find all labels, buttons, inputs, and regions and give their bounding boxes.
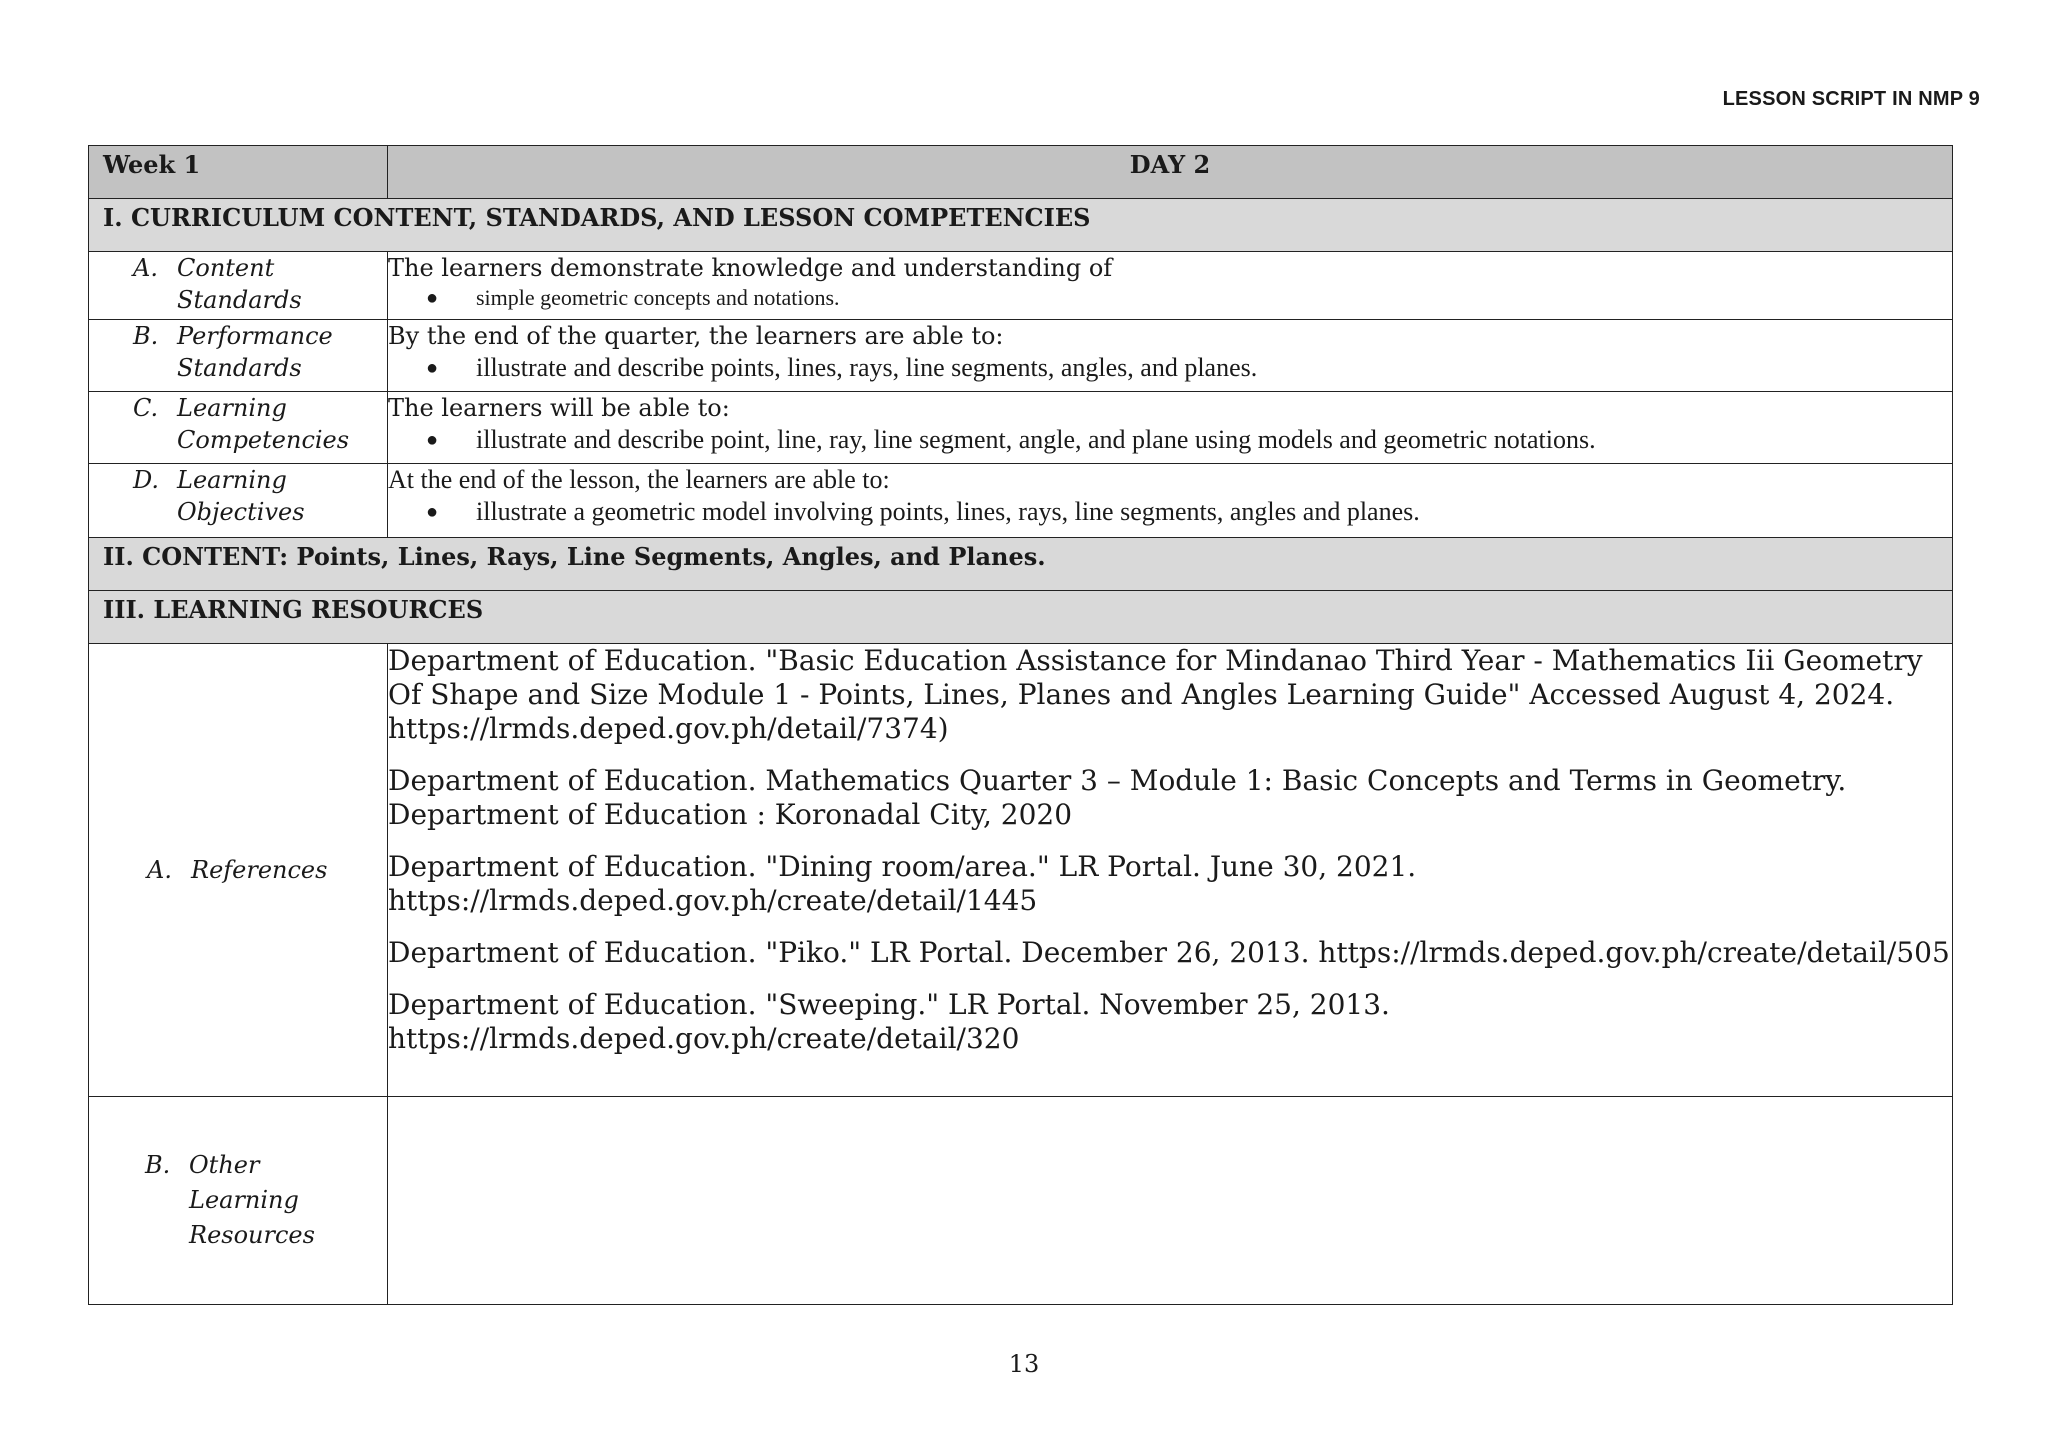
section-title-curriculum: I. CURRICULUM CONTENT, STANDARDS, AND LESSON COMPETENCIES: [103, 203, 1091, 232]
row-label-learning-competencies: C. Learning Competencies: [133, 394, 350, 454]
row-label-content-standards: A. Content Standards: [133, 254, 302, 314]
day-cell: [388, 146, 1953, 199]
bullet-icon: ●: [425, 501, 439, 523]
reference-item: Department of Education. Mathematics Quarter 3 – Module 1: Basic Concepts and Terms in Geometry. Department of Education : Koronadal City, 2020: [388, 764, 1847, 831]
row-label-references: A. References: [147, 856, 328, 884]
section-row: [89, 538, 1953, 591]
page-number: 13: [1008, 1350, 1040, 1378]
row-lead-text: By the end of the quarter, the learners are able to:: [388, 322, 1004, 350]
list-item: ● illustrate and describe points, lines, rays, line segments, angles, and planes.: [388, 352, 1952, 384]
references-list: [388, 644, 1953, 1097]
section-title-learning-resources: III. LEARNING RESOURCES: [103, 595, 484, 624]
table-row: [89, 644, 1953, 1097]
list-item: ● illustrate a geometric model involving points, lines, rays, line segments, angles and planes.: [388, 496, 1952, 528]
document-title: LESSON SCRIPT IN NMP 9: [1722, 88, 1980, 110]
table-row: [89, 320, 1953, 392]
row-lead-text: The learners demonstrate knowledge and understanding of: [388, 254, 1113, 282]
row-label-other-resources: B. Other Learning Resources: [145, 1151, 315, 1249]
row-label-learning-objectives: D. Learning Objectives: [133, 466, 305, 526]
reference-item: Department of Education. "Dining room/area." LR Portal. June 30, 2021. https://lrmds.deped.gov.ph/create/detail/1445: [388, 850, 1417, 917]
day-label: DAY 2: [1129, 150, 1211, 179]
table-row: [89, 464, 1953, 538]
table-row: [89, 1097, 1953, 1305]
bullet-icon: ●: [425, 287, 439, 309]
reference-item: Department of Education. "Piko." LR Portal. December 26, 2013. https://lrmds.deped.gov.ph/create/detail/505: [388, 936, 1950, 969]
lesson-table: [88, 145, 1953, 1305]
section-title-content: II. CONTENT: Points, Lines, Rays, Line Segments, Angles, and Planes.: [103, 542, 1046, 571]
reference-item: Department of Education. "Basic Education Assistance for Mindanao Third Year - Mathematics Iii Geometry Of Shape and Size Module 1 - Points, Lines, Planes and Angles Learning Guide" Accessed August 4, 2024. https://lrmds.deped.gov.ph/detail/7374): [388, 644, 1923, 745]
row-label-performance-standards: B. Performance Standards: [133, 322, 333, 382]
section-row: [89, 591, 1953, 644]
list-item: ● simple geometric concepts and notations.: [388, 284, 1952, 312]
section-row: [89, 199, 1953, 252]
row-lead-text: At the end of the lesson, the learners are able to:: [388, 465, 890, 494]
row-lead-text: The learners will be able to:: [388, 394, 730, 422]
list-item: ● illustrate and describe point, line, ray, line segment, angle, and plane using models and geometric notations.: [388, 424, 1952, 456]
table-row: [89, 392, 1953, 464]
other-resources-content: [388, 1097, 1953, 1305]
table-header-row: [89, 146, 1953, 199]
week-label: Week 1: [103, 150, 201, 179]
bullet-icon: ●: [425, 357, 439, 379]
week-cell: [89, 146, 388, 199]
table-row: [89, 252, 1953, 320]
reference-item: Department of Education. "Sweeping." LR Portal. November 25, 2013. https://lrmds.deped.gov.ph/create/detail/320: [388, 988, 1390, 1055]
bullet-icon: ●: [425, 429, 439, 451]
